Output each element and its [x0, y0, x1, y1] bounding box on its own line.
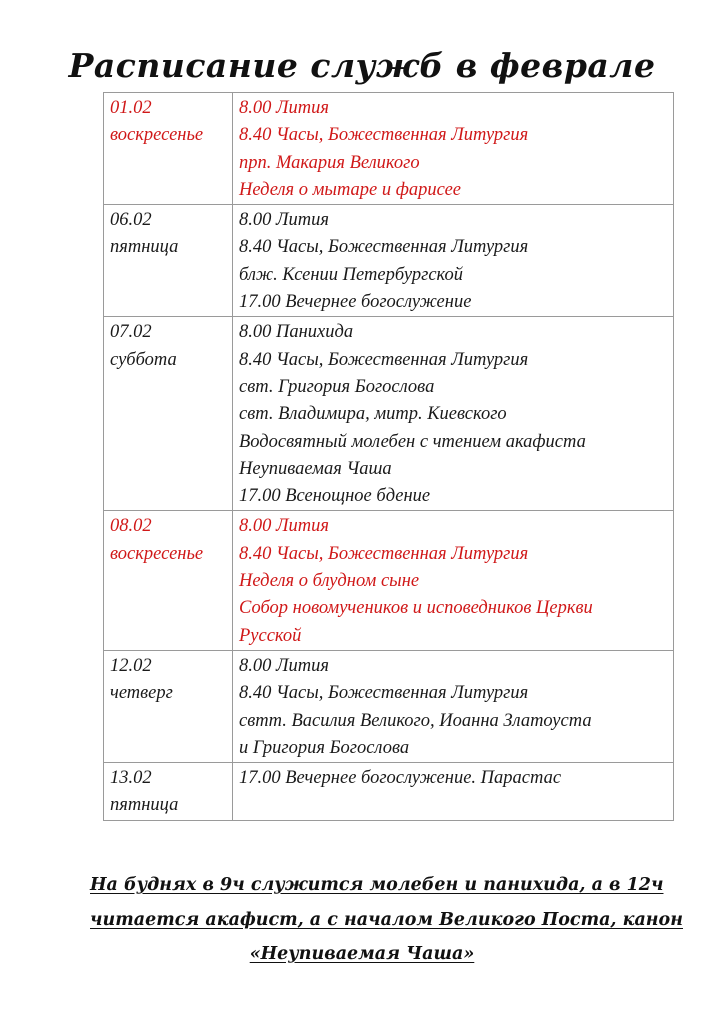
service-entry: Неделя о блудном сыне — [239, 571, 420, 592]
date-label: 01.02 — [110, 98, 152, 118]
services-cell — [233, 93, 674, 205]
service-entry: Неделя о мытаре и фарисее — [239, 179, 462, 200]
footer-note-line: читается акафист, а с началом Великого Поста, канон — [90, 909, 683, 930]
service-entry: Собор новомучеников и исповедников Церкви — [239, 598, 593, 619]
services-cell — [233, 511, 674, 650]
weekday-label: пятница — [110, 237, 179, 258]
service-entry: 8.40 Часы, Божественная Литургия — [239, 125, 529, 146]
date-cell — [104, 650, 233, 762]
service-entry: 8.40 Часы, Божественная Литургия — [239, 237, 529, 258]
date-cell — [104, 205, 233, 317]
schedule-row — [104, 317, 674, 511]
footer-note-line: На буднях в 9ч служится молебен и панихида, а в 12ч — [90, 875, 664, 895]
date-cell — [104, 763, 233, 821]
service-entry: и Григория Богослова — [239, 737, 410, 758]
weekday-label: пятница — [110, 795, 179, 816]
weekday-label: суббота — [110, 349, 177, 370]
date-label: 06.02 — [110, 210, 152, 231]
weekday-label: воскресенье — [110, 125, 204, 146]
service-entry: Водосвятный молебен с чтением акафиста — [239, 431, 586, 452]
schedule-row — [104, 93, 674, 205]
date-label: 13.02 — [110, 768, 152, 789]
date-cell — [104, 511, 233, 650]
service-entry: 8.40 Часы, Божественная Литургия — [239, 349, 529, 370]
schedule-table — [103, 92, 674, 821]
schedule-row — [104, 650, 674, 762]
date-label: 08.02 — [110, 516, 152, 537]
service-entry: 8.00 Лития — [239, 516, 329, 537]
service-entry: свт. Владимира, митр. Киевского — [239, 404, 507, 425]
date-cell — [104, 93, 233, 205]
date-label: 07.02 — [110, 322, 152, 343]
service-entry: 17.00 Всенощное бдение — [239, 486, 431, 507]
service-entry: 17.00 Вечернее богослужение. Парастас — [239, 768, 562, 789]
footer-note-line: «Неупиваемая Чаша» — [249, 944, 475, 964]
date-cell — [104, 317, 233, 511]
services-cell — [233, 763, 674, 821]
weekday-label: четверг — [110, 683, 173, 704]
schedule-row — [104, 763, 674, 821]
services-cell — [233, 650, 674, 762]
service-entry: свтт. Василия Великого, Иоанна Златоуста — [239, 710, 592, 731]
service-entry: блж. Ксении Петербургской — [239, 264, 463, 285]
weekday-label: воскресенье — [110, 543, 204, 564]
schedule-row — [104, 205, 674, 317]
service-entry: прп. Макария Великого — [239, 152, 420, 173]
service-entry: 8.00 Панихида — [239, 322, 354, 343]
services-cell — [233, 205, 674, 317]
schedule-table-body — [104, 93, 674, 821]
service-entry: Русской — [239, 625, 302, 646]
service-entry: 17.00 Вечернее богослужение — [239, 292, 472, 313]
services-cell — [233, 317, 674, 511]
schedule-row — [104, 511, 674, 650]
service-entry: свт. Григория Богослова — [239, 376, 435, 397]
service-entry: 8.40 Часы, Божественная Литургия — [239, 543, 529, 564]
service-entry: Неупиваемая Чаша — [239, 458, 392, 479]
service-entry: 8.40 Часы, Божественная Литургия — [239, 683, 529, 704]
page-title: Расписание служб в феврале — [68, 46, 656, 85]
service-entry: 8.00 Лития — [239, 98, 329, 118]
date-label: 12.02 — [110, 655, 152, 676]
footer-note — [90, 868, 683, 972]
service-entry: 8.00 Лития — [239, 210, 329, 231]
service-entry: 8.00 Лития — [239, 655, 329, 676]
